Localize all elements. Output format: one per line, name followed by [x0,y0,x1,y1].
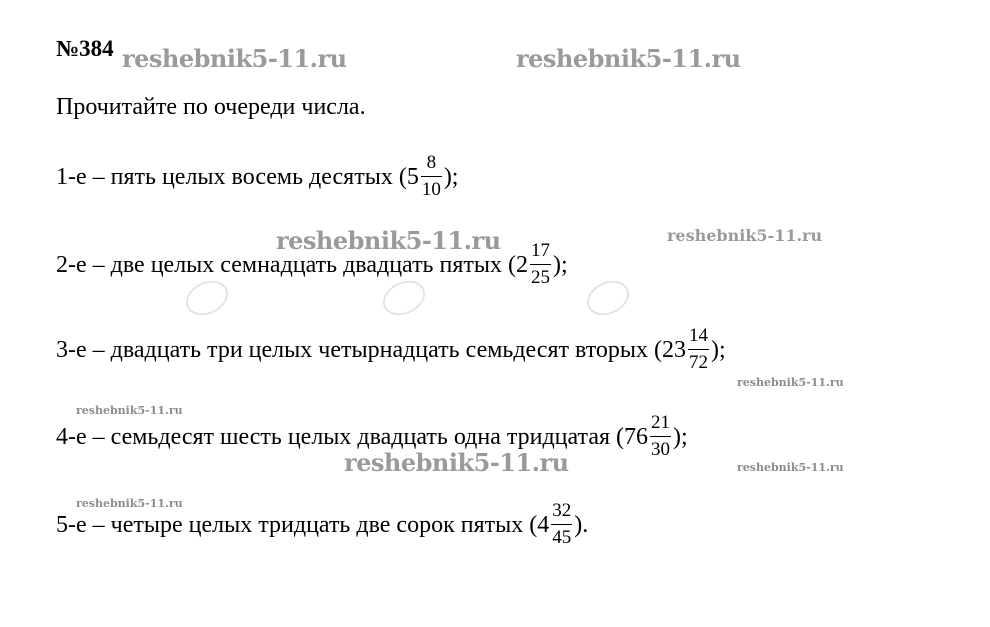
fraction [530,240,551,289]
line-suffix: ); [673,423,688,450]
fraction-numerator: 8 [426,152,437,173]
fraction [551,500,572,549]
fraction-numerator: 17 [530,240,550,261]
ghost-mark [581,274,634,322]
line-text: 3-е – двадцать три целых четырнадцать семьдесят вторых (23 [56,336,687,363]
watermark: reshebnik5-11.ru [737,461,844,474]
fraction-denominator: 72 [689,352,709,373]
line-text: 2-е – две целых семнадцать двадцать пятых (2 [56,251,528,278]
number-line-2 [56,240,568,289]
number-line-5 [56,500,588,549]
line-suffix: ); [711,336,726,363]
fraction-numerator: 21 [651,412,671,433]
number-line-1 [56,152,458,201]
fraction-numerator: 32 [552,500,572,521]
line-text: 1-е – пять целых восемь десятых (5 [56,163,419,190]
watermark: reshebnik5-11.ru [516,44,741,73]
fraction-numerator: 14 [689,325,709,346]
fraction [650,412,671,461]
watermark: reshebnik5-11.ru [276,226,501,255]
line-suffix: ); [443,163,459,190]
watermark: reshebnik5-11.ru [122,44,347,73]
fraction-denominator: 45 [552,527,572,548]
fraction-denominator: 25 [530,267,550,288]
fraction [688,325,709,374]
watermark: reshebnik5-11.ru [76,497,183,510]
watermark: reshebnik5-11.ru [667,226,823,245]
instruction-text: Прочитайте по очереди числа. [56,94,366,120]
fraction-denominator: 30 [651,439,671,460]
fraction [421,152,442,201]
number-line-4 [56,412,688,461]
line-suffix: ); [552,251,568,278]
task-number: №384 [56,36,114,61]
fraction-denominator: 10 [421,179,441,200]
line-text: 5-е – четыре целых тридцать две сорок пятых (4 [56,511,550,538]
watermark: reshebnik5-11.ru [76,404,183,417]
line-suffix: ). [574,511,589,538]
watermark: reshebnik5-11.ru [737,376,844,389]
line-text: 4-е – семьдесят шесть целых двадцать одна тридцатая (76 [56,423,649,450]
watermark: reshebnik5-11.ru [344,448,569,477]
number-line-3 [56,325,726,374]
